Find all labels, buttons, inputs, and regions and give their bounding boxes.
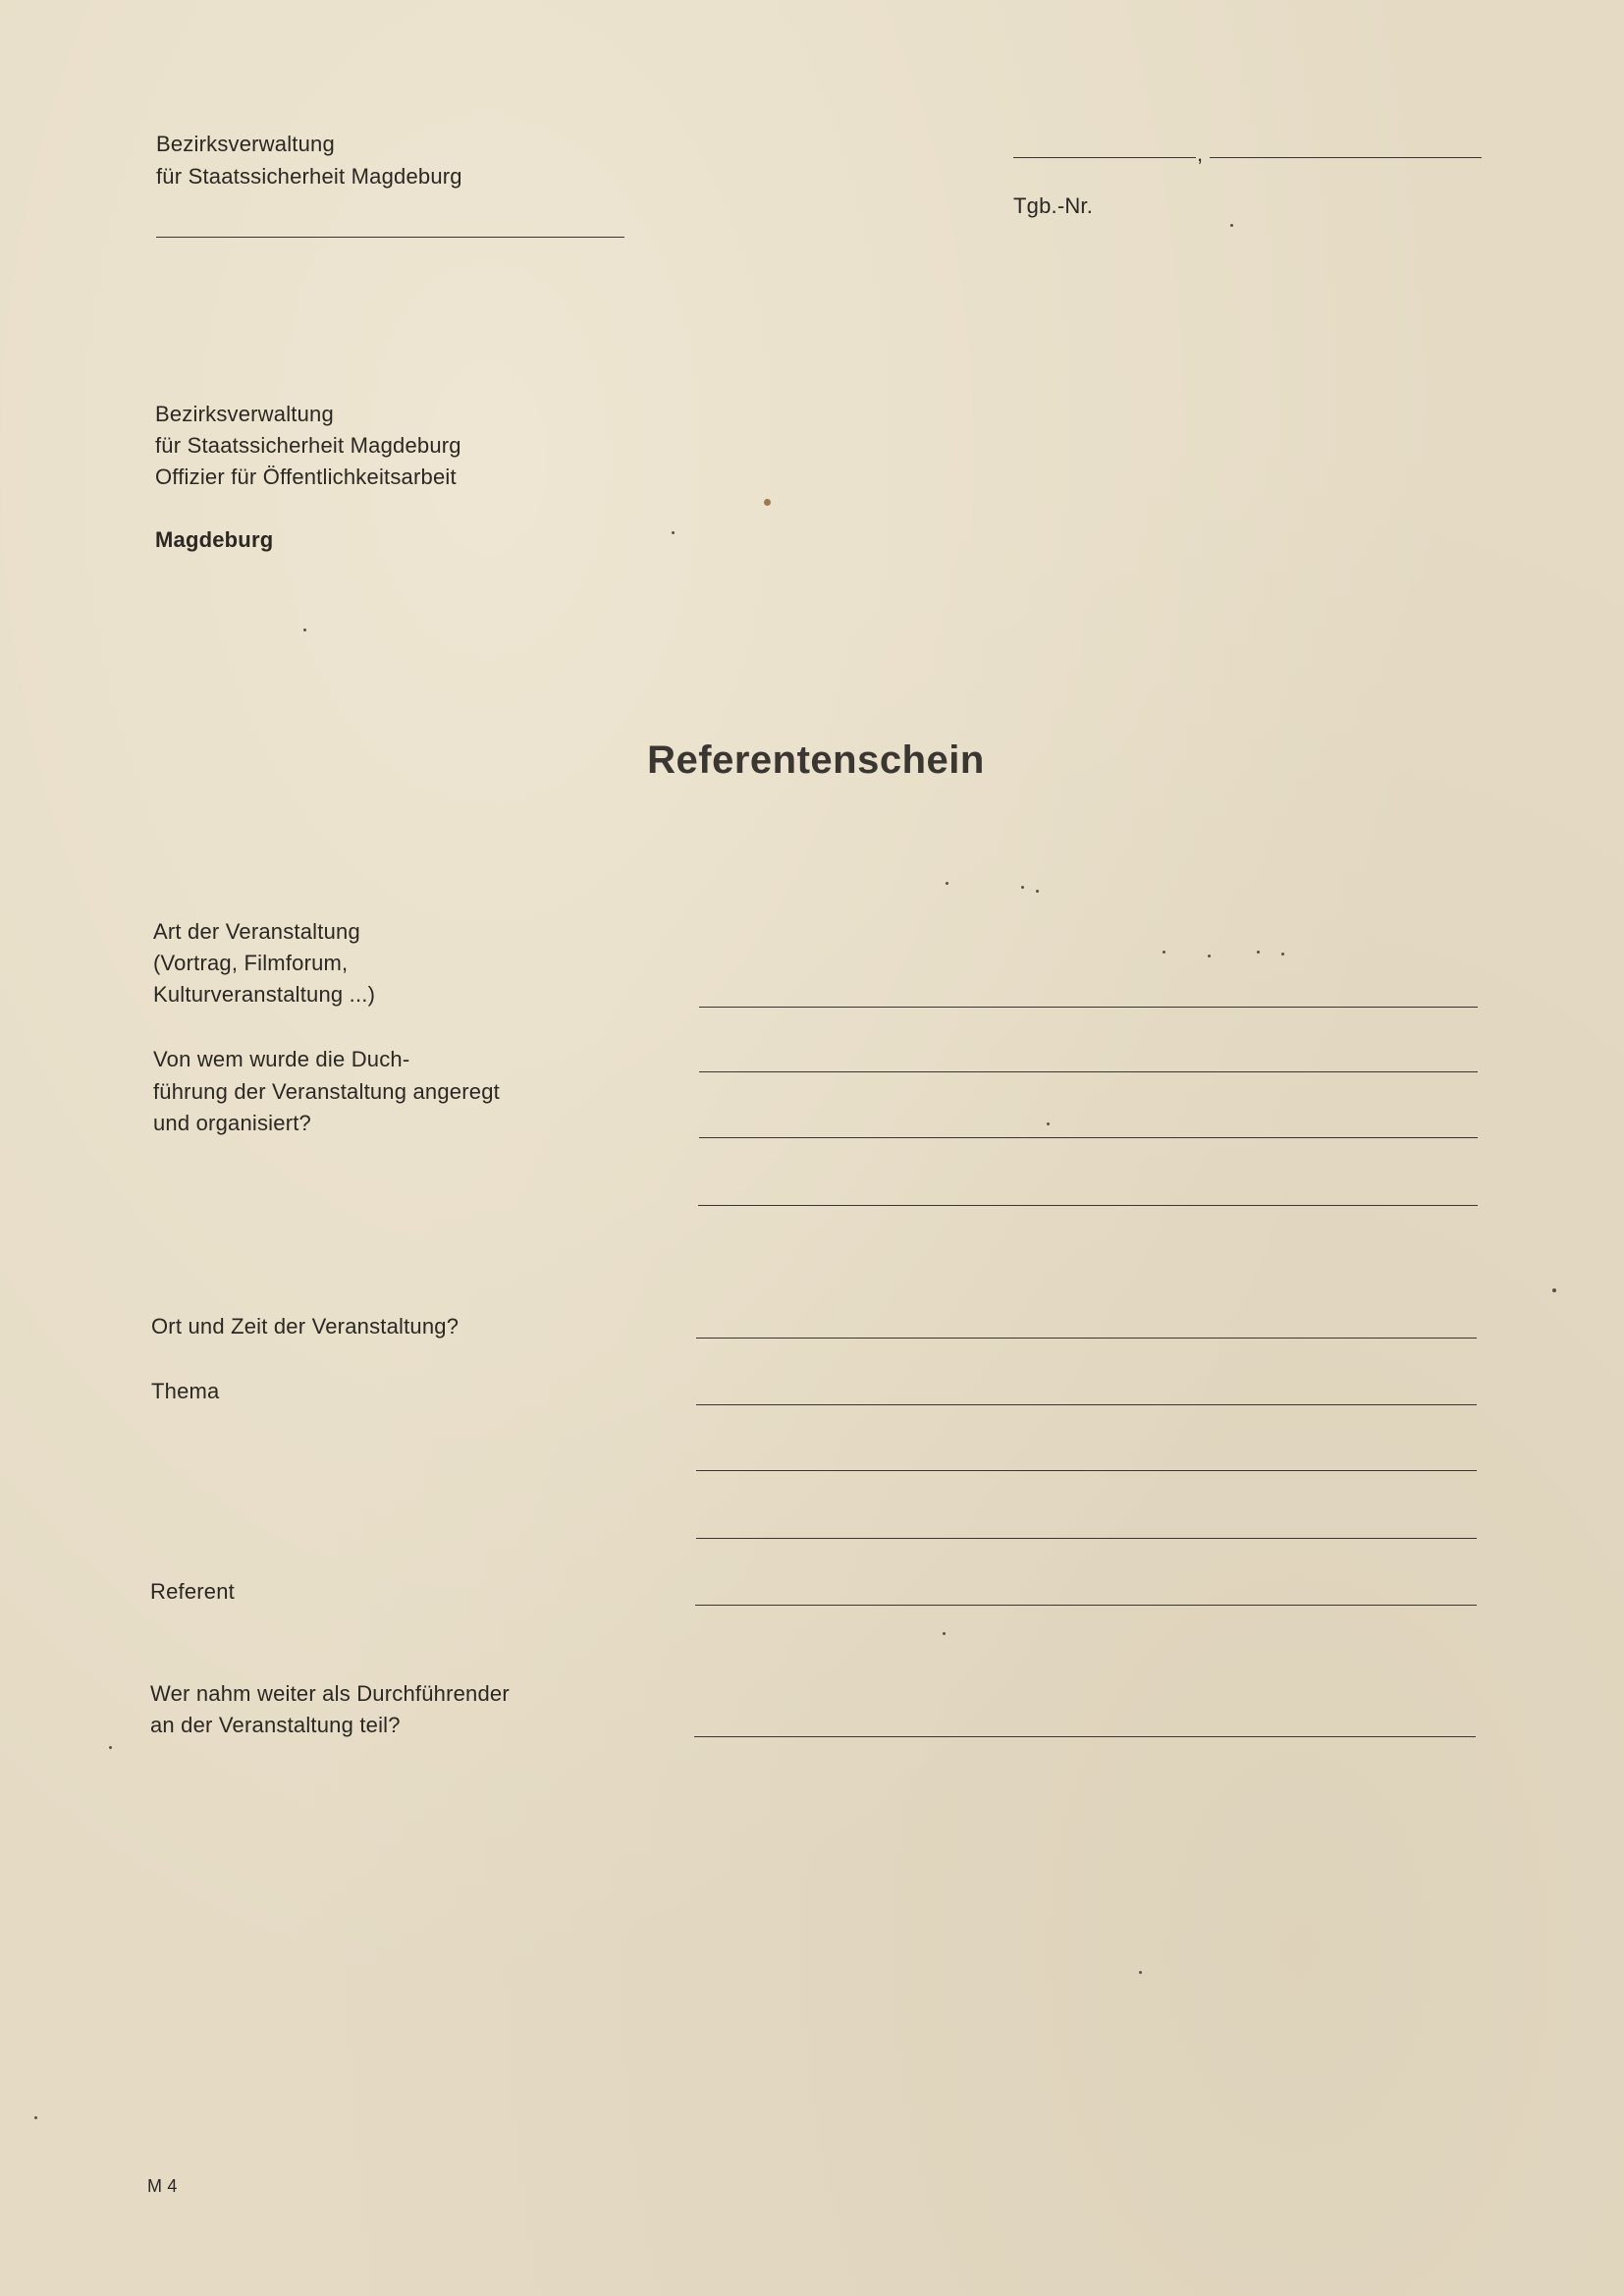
ort-zeit-label: Ort und Zeit der Veranstaltung?	[151, 1314, 460, 1339]
paper-speck	[1163, 951, 1165, 954]
thema-answer-line-2[interactable]	[696, 1470, 1477, 1471]
paper-speck	[943, 1632, 946, 1635]
recipient-city: Magdeburg	[155, 527, 274, 552]
paper-speck	[946, 882, 948, 885]
ort-zeit-answer-line[interactable]	[696, 1338, 1477, 1339]
von-wem-label-line-1: Von wem wurde die Duch-	[153, 1047, 410, 1071]
place-line[interactable]	[1013, 157, 1196, 158]
paper-speck	[1552, 1288, 1556, 1292]
von-wem-label-line-2: führung der Veranstaltung angeregt	[153, 1079, 500, 1104]
paper-speck	[672, 531, 675, 534]
paper-speck	[1036, 890, 1039, 893]
von-wem-label-line-3: und organisiert?	[153, 1111, 311, 1135]
form-code: M 4	[147, 2176, 178, 2196]
paper-speck	[109, 1746, 112, 1749]
sender-line-2: für Staatssicherheit Magdeburg	[156, 164, 462, 189]
paper-speck	[1281, 953, 1284, 956]
thema-label: Thema	[151, 1379, 220, 1403]
paper-speck	[1208, 955, 1211, 957]
tgb-nr-label: Tgb.-Nr.	[1013, 193, 1094, 218]
thema-answer-line-3[interactable]	[696, 1538, 1477, 1539]
thema-answer-line-1[interactable]	[696, 1404, 1477, 1405]
art-answer-line[interactable]	[699, 1007, 1478, 1008]
referent-label: Referent	[150, 1579, 235, 1604]
wer-nahm-label-line-2: an der Veranstaltung teil?	[150, 1713, 401, 1737]
paper-speck	[1257, 951, 1260, 954]
von-wem-answer-line-2[interactable]	[699, 1137, 1478, 1138]
recipient-line-3: Offizier für Öffentlichkeitsarbeit	[155, 465, 457, 489]
page-title: Referentenschein	[647, 738, 985, 782]
paper-speck	[1230, 224, 1233, 227]
paper-speck	[34, 2116, 37, 2119]
sender-line-1: Bezirksverwaltung	[156, 132, 335, 156]
wer-nahm-label-line-1: Wer nahm weiter als Durchführender	[150, 1681, 510, 1706]
date-line[interactable]	[1210, 157, 1482, 158]
sender-underline[interactable]	[156, 237, 624, 238]
paper-speck	[1047, 1122, 1050, 1125]
date-separator: ,	[1197, 141, 1204, 166]
von-wem-answer-line-1[interactable]	[699, 1071, 1478, 1072]
recipient-line-1: Bezirksverwaltung	[155, 402, 334, 426]
art-label-line-2: (Vortrag, Filmforum,	[153, 951, 349, 975]
paper-speck	[303, 629, 306, 631]
referent-answer-line[interactable]	[695, 1605, 1477, 1606]
art-label-line-1: Art der Veranstaltung	[153, 919, 360, 944]
paper-speck	[1139, 1971, 1142, 1974]
art-label-line-3: Kulturveranstaltung ...)	[153, 982, 376, 1007]
paper-speck	[764, 499, 771, 506]
recipient-line-2: für Staatssicherheit Magdeburg	[155, 433, 461, 458]
paper-speck	[1021, 886, 1024, 889]
von-wem-answer-line-3[interactable]	[698, 1205, 1478, 1206]
wer-nahm-answer-line[interactable]	[694, 1736, 1476, 1737]
